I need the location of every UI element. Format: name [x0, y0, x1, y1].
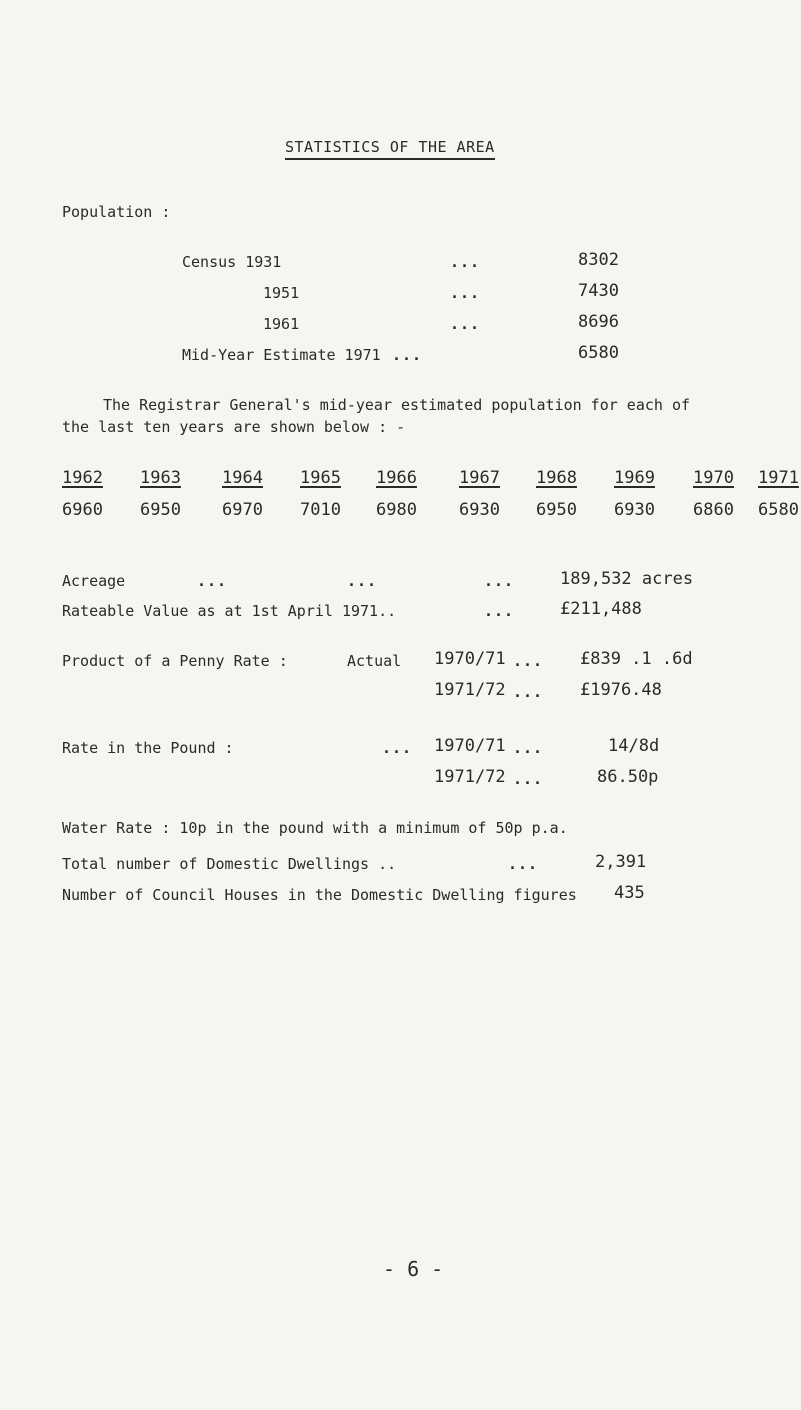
- census-1961-label: 1961: [263, 315, 300, 333]
- value-1964: 6970: [222, 500, 263, 520]
- mid-year-dots: ...: [392, 346, 423, 364]
- value-1963: 6950: [140, 500, 181, 520]
- water-rate-text: Water Rate : 10p in the pound with a minimum of 50p p.a.: [62, 819, 568, 837]
- rate-pound-year-2: 1971/72: [434, 767, 506, 787]
- acreage-dots-1: ...: [197, 572, 228, 590]
- census-1951-dots: ...: [450, 284, 481, 302]
- year-1969: 1969: [614, 468, 655, 488]
- year-1970: 1970: [693, 468, 734, 488]
- penny-rate-year-1: 1970/71: [434, 649, 506, 669]
- mid-year-label: Mid-Year Estimate 1971: [182, 346, 381, 364]
- acreage-value: 189,532 acres: [560, 569, 694, 589]
- rate-pound-label: Rate in the Pound :: [62, 739, 234, 757]
- page-number: - 6 -: [383, 1257, 444, 1281]
- value-1970: 6860: [693, 500, 734, 520]
- value-1968: 6950: [536, 500, 577, 520]
- rate-pound-dots-1: ...: [513, 739, 544, 757]
- value-1962: 6960: [62, 500, 103, 520]
- year-1967: 1967: [459, 468, 500, 488]
- value-1966: 6980: [376, 500, 417, 520]
- year-1965: 1965: [300, 468, 341, 488]
- acreage-label: Acreage: [62, 572, 126, 590]
- penny-rate-dots-1: ...: [513, 652, 544, 670]
- value-1965: 7010: [300, 500, 341, 520]
- dwellings-value: 2,391: [595, 852, 647, 872]
- penny-rate-label: Product of a Penny Rate :: [62, 652, 288, 670]
- value-1967: 6930: [459, 500, 500, 520]
- rateable-dots: ...: [484, 602, 515, 620]
- rateable-value: £211,488: [560, 599, 642, 619]
- census-1931-value: 8302: [578, 250, 619, 270]
- census-1961-value: 8696: [578, 312, 619, 332]
- rate-pound-year-1: 1970/71: [434, 736, 506, 756]
- year-1962: 1962: [62, 468, 103, 488]
- value-1969: 6930: [614, 500, 655, 520]
- rate-pound-value-2: 86.50p: [597, 767, 659, 787]
- census-1961-dots: ...: [450, 315, 481, 333]
- page-title: STATISTICS OF THE AREA: [285, 138, 495, 160]
- year-1964: 1964: [222, 468, 263, 488]
- rateable-label: Rateable Value as at 1st April 1971..: [62, 602, 397, 620]
- census-1931-label: Census 1931: [182, 253, 282, 271]
- census-1931-dots: ...: [450, 253, 481, 271]
- year-1971: 1971: [758, 468, 799, 488]
- year-1966: 1966: [376, 468, 417, 488]
- year-1968: 1968: [536, 468, 577, 488]
- rate-pound-value-1: 14/8d: [608, 736, 660, 756]
- penny-rate-value-2: £1976.48: [580, 680, 662, 700]
- penny-rate-dots-2: ...: [513, 683, 544, 701]
- council-houses-value: 435: [614, 883, 645, 903]
- population-label: Population :: [62, 203, 171, 221]
- penny-rate-actual: Actual: [347, 652, 402, 670]
- dwellings-dots: ...: [508, 855, 539, 873]
- rate-pound-dots: ...: [382, 739, 413, 757]
- council-houses-label: Number of Council Houses in the Domestic Dwelling figures: [62, 886, 577, 904]
- value-1971: 6580: [758, 500, 799, 520]
- census-1951-value: 7430: [578, 281, 619, 301]
- mid-year-value: 6580: [578, 343, 619, 363]
- registrar-text-line1: The Registrar General's mid-year estimated population for each of: [103, 396, 690, 414]
- census-1951-label: 1951: [263, 284, 300, 302]
- registrar-text-line2: the last ten years are shown below : -: [62, 418, 406, 436]
- dwellings-label: Total number of Domestic Dwellings ..: [62, 855, 397, 873]
- acreage-dots-3: ...: [484, 572, 515, 590]
- penny-rate-value-1: £839 .1 .6d: [580, 649, 693, 669]
- rate-pound-dots-2: ...: [513, 770, 544, 788]
- penny-rate-year-2: 1971/72: [434, 680, 506, 700]
- year-1963: 1963: [140, 468, 181, 488]
- acreage-dots-2: ...: [347, 572, 378, 590]
